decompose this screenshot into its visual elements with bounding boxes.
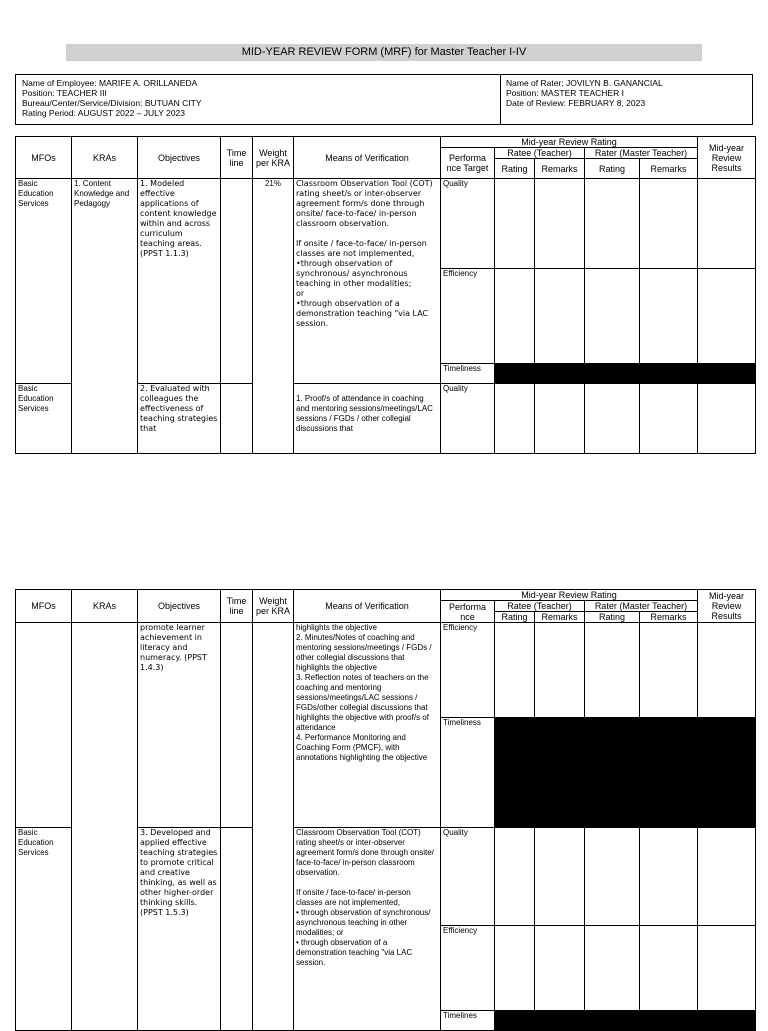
target-efficiency: Efficiency <box>441 269 495 364</box>
ratee-remarks-cell[interactable] <box>535 828 585 926</box>
header-ratee-rating: Rating <box>495 159 535 179</box>
rater-rating-cell[interactable] <box>585 384 640 454</box>
ratee-rating-cell[interactable] <box>495 384 535 454</box>
rater-remarks-cell[interactable] <box>640 384 698 454</box>
ratee-rating-cell[interactable] <box>495 269 535 364</box>
header-ratee-remarks: Remarks <box>535 159 585 179</box>
header-mfos: MFOs <box>16 590 72 623</box>
header-ratee: Ratee (Teacher) <box>495 601 585 612</box>
header-rater: Rater (Master Teacher) <box>585 601 698 612</box>
ratee-remarks-cell[interactable] <box>535 926 585 1011</box>
header-mov: Means of Verification <box>294 137 441 179</box>
blacked-out-cells <box>495 718 756 828</box>
employee-info-box <box>15 74 753 125</box>
header-perf-target: Performa nce Target <box>441 148 495 179</box>
header-rater-remarks: Remarks <box>640 612 698 623</box>
mov-cell: 1. Proof/s of attendance in coaching and mentoring sessions/meetings/LAC sessions / FGDs / other collegial discussions that <box>294 384 441 454</box>
review-table-2 <box>15 589 756 1031</box>
kra-cell: 1. Content Knowledge and Pedagogy <box>72 179 138 454</box>
kra-cell <box>72 623 138 1031</box>
header-objectives: Objectives <box>138 137 221 179</box>
target-quality: Quality <box>441 384 495 454</box>
mov-cell: highlights the objective 2. Minutes/Notes of coaching and mentoring sessions/meetings / FGDs / other collegial discussions that highlights the objective 3. Reflection notes of teachers on the coaching and mentoring sessions/meetings/LAC sessions / FGDs/other collegial discussions that highlights the objective with proof/s of attendance 4. Performance Monitoring and Coaching Form (PMCF), with annotations highlighting the objective <box>294 623 441 828</box>
target-efficiency: Efficiency <box>441 926 495 1011</box>
mov-cell: Classroom Observation Tool (COT) rating sheet/s or inter-observer agreement form/s done through onsite/ face-to-face/ in-person classroom observation. If onsite / face-to-face/ in-person classes are not implemented, •through observation of synchronous/ asynchronous teaching in other modalities; or •through observation of a demonstration teaching "via LAC session. <box>294 179 441 384</box>
rating-period: Rating Period: AUGUST 2022 – JULY 2023 <box>22 108 186 118</box>
header-perf: Performa nce <box>441 601 495 623</box>
header-midyear-rating: Mid-year Review Rating <box>441 590 698 601</box>
timeline-cell <box>221 384 253 454</box>
results-cell[interactable] <box>698 828 756 926</box>
rater-position: Position: MASTER TEACHER I <box>506 88 624 98</box>
form-title: MID-YEAR REVIEW FORM (MRF) for Master Teacher I-IV <box>66 44 702 61</box>
header-kras: KRAs <box>72 137 138 179</box>
objective-cell: 1. Modeled effective applications of content knowledge within and across curriculum teaching areas. (PPST 1.1.3) <box>138 179 221 384</box>
header-rater: Rater (Master Teacher) <box>585 148 698 159</box>
header-weight: Weight per KRA <box>253 137 294 179</box>
ratee-remarks-cell[interactable] <box>535 623 585 718</box>
results-cell[interactable] <box>698 269 756 364</box>
header-midyear-rating: Mid-year Review Rating <box>441 137 698 148</box>
blacked-out-cells <box>495 364 756 384</box>
ratee-rating-cell[interactable] <box>495 623 535 718</box>
target-efficiency: Efficiency <box>441 623 495 718</box>
rater-rating-cell[interactable] <box>585 926 640 1011</box>
header-ratee: Ratee (Teacher) <box>495 148 585 159</box>
ratee-rating-cell[interactable] <box>495 179 535 269</box>
ratee-rating-cell[interactable] <box>495 926 535 1011</box>
target-quality: Quality <box>441 828 495 926</box>
header-ratee-rating: Rating <box>495 612 535 623</box>
rater-rating-cell[interactable] <box>585 623 640 718</box>
timeline-cell <box>221 623 253 828</box>
mfo-cell: Basic Education Services <box>16 179 72 384</box>
review-table-1 <box>15 136 756 454</box>
timeline-cell <box>221 828 253 1031</box>
rater-remarks-cell[interactable] <box>640 269 698 364</box>
header-results: Mid-year Review Results <box>698 590 756 623</box>
header-timeline: Time line <box>221 590 253 623</box>
header-mov: Means of Verification <box>294 590 441 623</box>
rater-name: Name of Rater: JOVILYN B. GANANCIAL <box>506 78 663 88</box>
mfo-cell <box>16 623 72 828</box>
rater-remarks-cell[interactable] <box>640 179 698 269</box>
results-cell[interactable] <box>698 926 756 1011</box>
header-rater-remarks: Remarks <box>640 159 698 179</box>
employee-division: Bureau/Center/Service/Division: BUTUAN CITY <box>22 98 202 108</box>
employee-name: Name of Employee: MARIFE A. ORILLANEDA <box>22 78 198 88</box>
ratee-rating-cell[interactable] <box>495 828 535 926</box>
employee-position: Position: TEACHER III <box>22 88 107 98</box>
target-timelines: Timelines <box>441 1011 495 1031</box>
objective-cell: 3. Developed and applied effective teaching strategies to promote critical and creative thinking, as well as other higher-order thinking skills. (PPST 1.5.3) <box>138 828 221 1031</box>
objective-cell: promote learner achievement in literacy and numeracy. (PPST 1.4.3) <box>138 623 221 828</box>
rater-info <box>506 78 663 108</box>
target-timeliness: Timeliness <box>441 364 495 384</box>
results-cell[interactable] <box>698 179 756 269</box>
rater-rating-cell[interactable] <box>585 828 640 926</box>
results-cell[interactable] <box>698 623 756 718</box>
header-mfos: MFOs <box>16 137 72 179</box>
review-date: Date of Review: FEBRUARY 8, 2023 <box>506 98 646 108</box>
info-divider <box>500 75 501 124</box>
employee-info <box>22 78 202 118</box>
header-objectives: Objectives <box>138 590 221 623</box>
timeline-cell <box>221 179 253 384</box>
mfo-cell: Basic Education Services <box>16 828 72 1031</box>
results-cell[interactable] <box>698 384 756 454</box>
header-weight: Weight per KRA <box>253 590 294 623</box>
rater-rating-cell[interactable] <box>585 179 640 269</box>
objective-cell: 2. Evaluated with colleagues the effectiveness of teaching strategies that <box>138 384 221 454</box>
rater-rating-cell[interactable] <box>585 269 640 364</box>
header-ratee-remarks: Remarks <box>535 612 585 623</box>
header-results: Mid-year Review Results <box>698 137 756 179</box>
header-kras: KRAs <box>72 590 138 623</box>
rater-remarks-cell[interactable] <box>640 926 698 1011</box>
ratee-remarks-cell[interactable] <box>535 269 585 364</box>
header-rater-rating: Rating <box>585 159 640 179</box>
mov-cell: Classroom Observation Tool (COT) rating sheet/s or inter-observer agreement form/s done through onsite/ face-to-face/ in-person classroom observation. If onsite / face-to-face/ in-person classes are not implemented, • through observation of synchronous/ asynchronous teaching in other modalities; or • through observation of a demonstration teaching "via LAC session. <box>294 828 441 1031</box>
rater-remarks-cell[interactable] <box>640 828 698 926</box>
weight-cell: 21% <box>253 179 294 454</box>
mfo-cell: Basic Education Services <box>16 384 72 454</box>
header-timeline: Time line <box>221 137 253 179</box>
ratee-remarks-cell[interactable] <box>535 384 585 454</box>
target-timeliness: Timeliness <box>441 718 495 828</box>
rater-remarks-cell[interactable] <box>640 623 698 718</box>
blacked-out-cells <box>495 1011 756 1031</box>
header-rater-rating: Rating <box>585 612 640 623</box>
ratee-remarks-cell[interactable] <box>535 179 585 269</box>
target-quality: Quality <box>441 179 495 269</box>
weight-cell <box>253 623 294 1031</box>
